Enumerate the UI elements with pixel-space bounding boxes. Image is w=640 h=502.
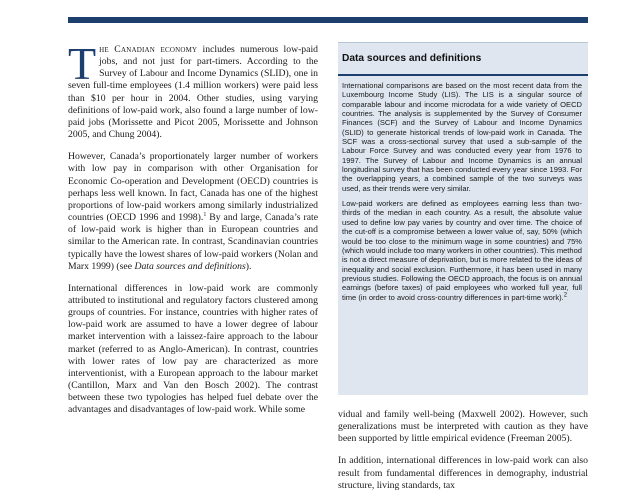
right-paragraph-2: In addition, international differences in low-paid work can also result from fundamental differences in demography, industrial structure, living standards, tax [338, 455, 588, 491]
data-sources-sidebar [338, 42, 588, 395]
sidebar-paragraph-1: International comparisons are based on the most recent data from the Luxembourg Income Study (LIS). The LIS is a singular source of comparable labour and income microdata for a wide variety of OECD countries. The analysis is supplemented by the Survey of Consumer Finances (SCF) and the Survey of Labour and Income Dynamics (SLID) to generate historical trends of low-paid work in Canada. The SCF was a cross-sectional survey that used a sub-sample of the Labour Force Survey and was conducted every year from 1976 to 1997. The Survey of Labour and Income Dynamics is an annual longitudinal survey that has been conducted every year since 1993. For the overlapping years, a combined sample of the two surveys was used, as their trends were very similar. [342, 81, 582, 193]
paragraph-3: International differences in low-paid work are commonly attributed to institutional and regulatory factors clustered among groups of countries. For instance, countries with higher rates of low-paid work are assumed to have a lower degree of labour market intervention with a laissez-faire approach to the labour market (referred to as Anglo-American). In contrast, countries with lower rates of low pay are characterized as more interventionist, with a European approach to the labour market (Cantillon, Marx and Van den Bosch 2002). The contrast between these two typologies has helped fuel debate over the advantages and disadvantages of low-paid work. While some [68, 282, 318, 416]
cross-reference: Data sources and definitions [134, 260, 246, 272]
intro-paragraph: The Canadian economy includes numerous low-paid jobs, and not just for part-timers. According to the Survey of Labour and Income Dynamics (SLID), one in seven full-time employees (1.4 million workers) were paid less than $10 per hour in 2004. Other studies, using varying definitions of low-paid work, also found a large number of low-paid jobs (Morissette and Picot 2005, Morissette and Johnson 2005, and Chung 2004). [68, 38, 318, 141]
drop-cap: T [68, 38, 97, 89]
left-column [68, 38, 318, 427]
right-column [338, 409, 588, 502]
sidebar-body [342, 81, 582, 308]
lead-in: he Canadian economy [99, 44, 198, 55]
sidebar-paragraph-2: Low-paid workers are defined as employees earning less than two-thirds of the median in each country. As a result, the absolute value used to define low pay varies by country and over time. The choice of the cut-off is a compromise between a lower value of, say, 50% (which would be too close to the minimum wage in some countries) and 75% (which would include too many workers in other countries). This method is not a direct measure of deprivation, but is more related to the ideas of inequality and social exclusion. Furthermore, it has been used in many previous studies. Following the OECD approach, the focus is on annual earnings (before taxes) of paid employees who worked full year, full time (in order to avoid cross-country differences in part-time work).$^2$ [342, 199, 582, 302]
right-paragraph-1: vidual and family well-being (Maxwell 2002). However, such generalizations must be interpreted with caution as they have been supported by little empirical evidence (Freeman 2005). [338, 409, 588, 445]
sidebar-title: Data sources and definitions [342, 53, 482, 64]
paragraph-2: However, Canada’s proportionately larger number of workers with low pay in comparison with other Organisation for Economic Co-operation and Development (OECD) countries is perhaps less well known. In fact, Canada has one of the highest proportions of low-paid workers among similarly industrialized countries (OECD 1996 and 1998).$^1$ By and large, Canada’s rate of low-paid work is higher than in European countries and similar to the American rate. In contrast, Scandinavian countries typically have the lowest shares of low-paid workers (Nolan and Marx 1999) (see Data sources and definitions). [68, 151, 318, 272]
header-rule [68, 17, 588, 23]
footnote-ref[interactable]: 1 [203, 211, 207, 218]
sidebar-rule [338, 74, 588, 76]
footnote-ref[interactable]: 2 [563, 292, 568, 299]
